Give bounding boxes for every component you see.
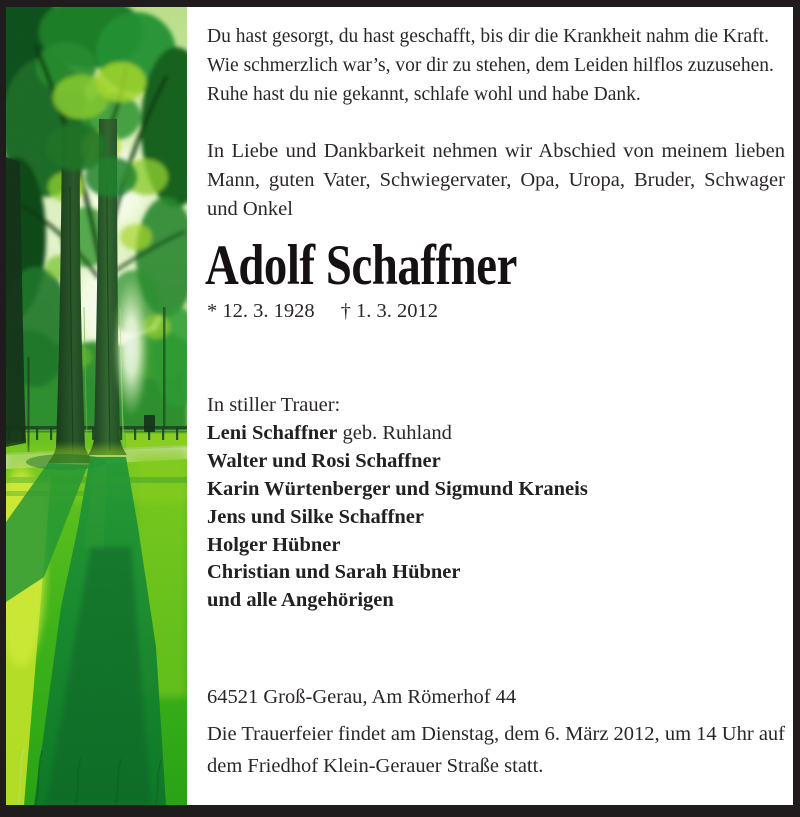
mourner-row: Leni Schaffner geb. Ruhland — [207, 421, 452, 444]
verse-line: Ruhe hast du nie gekannt, schlafe wohl und habe Dank. — [207, 84, 641, 105]
sunlit-park-trees-photo — [6, 7, 187, 805]
address-line: 64521 Groß-Gerau, Am Römerhof 44 — [207, 686, 517, 708]
verse-line: Du hast gesorgt, du hast geschafft, bis dir die Krankheit nahm die Kraft. — [207, 26, 769, 47]
mourners-list — [207, 392, 588, 615]
mourner-row: und alle Angehörigen — [207, 589, 394, 612]
mourner-row: Karin Würtenberger und Sigmund Kraneis — [207, 477, 588, 500]
life-dates — [207, 300, 438, 323]
notice-text-panel — [187, 7, 793, 805]
mourner-row: Jens und Silke Schaffner — [207, 505, 425, 528]
mourner-row: Christian und Sarah Hübner — [207, 561, 461, 584]
verse-line: Wie schmerzlich war’s, vor dir zu stehen, dem Leiden hilflos zuzusehen. — [207, 55, 774, 76]
photo-grain — [6, 7, 187, 805]
deceased-name: Adolf Schaffner — [205, 234, 517, 297]
funeral-info: Die Trauerfeier findet am Dienstag, dem 6. März 2012, um 14 Uhr auf dem Friedhof Klein-Gerauer Straße statt. — [207, 723, 785, 777]
mourning-heading: In stiller Trauer: — [207, 394, 341, 416]
mourner-row: Holger Hübner — [207, 533, 341, 556]
mourner-row: Walter und Rosi Schaffner — [207, 449, 441, 472]
birth-date: * 12. 3. 1928 — [207, 300, 315, 322]
death-date: † 1. 3. 2012 — [340, 300, 438, 322]
park-photo-illustration — [6, 7, 187, 805]
farewell-intro: In Liebe und Dankbarkeit nehmen wir Abschied von meinem lieben Mann, guten Vater, Schwiegervater, Opa, Uropa, Bruder, Schwager und Onkel — [207, 140, 785, 220]
memorial-verse — [207, 22, 774, 109]
